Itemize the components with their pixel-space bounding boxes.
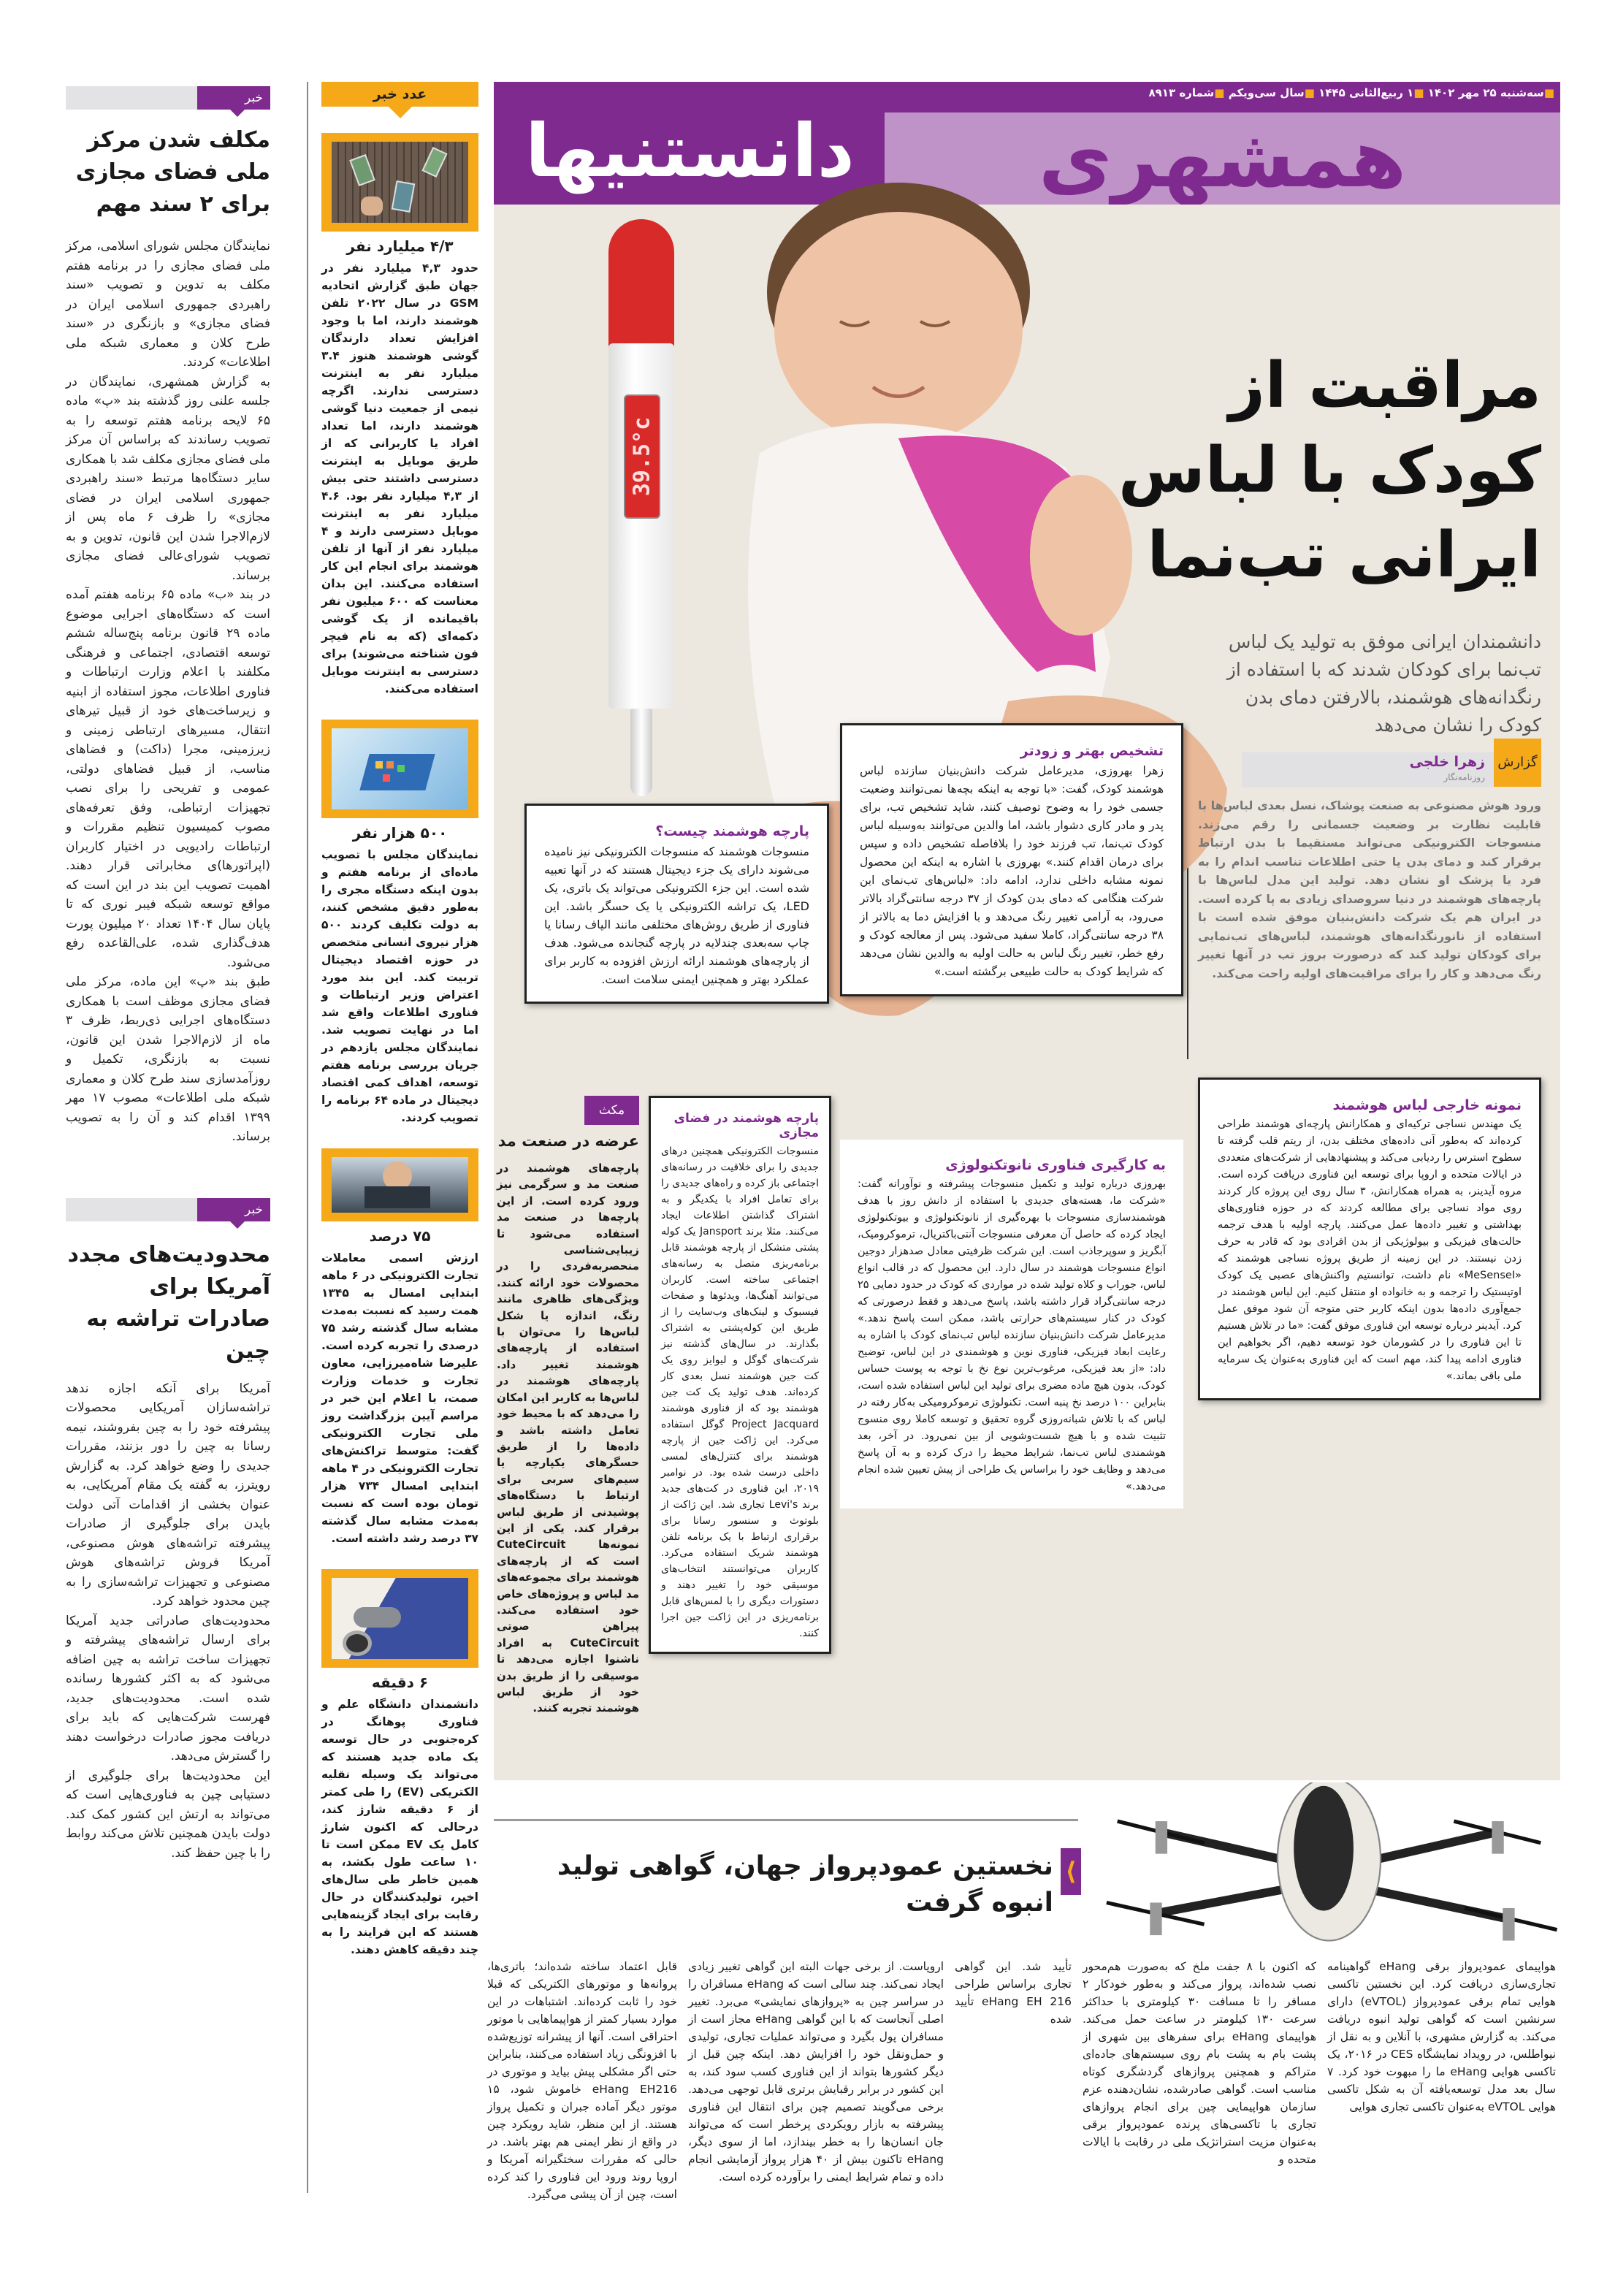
news-tag-bar	[66, 1198, 270, 1221]
author-name: زهرا خلجی	[1409, 754, 1485, 770]
hijri-date: ۱ ربیع‌الثانی ۱۴۴۵	[1318, 86, 1414, 99]
baby-arm	[1030, 475, 1132, 636]
section-rule	[494, 1819, 1078, 1821]
feature-subtitle: دانشمندان ایرانی موفق به تولید یک لباس تب‌نما برای کودکان شدند که با استفاده از رنگدانه‌های هوشمند، بالارفتن دمای بدن کودک را نشان می‌دهد	[1226, 631, 1541, 736]
paragraph: در بند «ب» ماده ۶۵ برنامه هفتم آمده است که دستگاه‌های اجرایی موضوع ماده ۲۹ قانون برنامه پنج‌ساله ششم توسعه اقتصادی، اجتماعی و فرهنگی مکلفند با اعلام وزارت ارتباطات و فناوری اطلاعات، مجوز استفاده از ابنیه و زیرساخت‌های خود از قبیل تیرهای انتقال، مسیرهای ارتباطی زمینی و زیرزمینی، مجرا (داکت) و فضاهای مناسب، از قبیل فضاهای دولتی، عمومی و تفریحی را برای نصب تجهیزات ارتباطی، وفق تعرفه‌های مصوب کمیسیون تنظیم مقررات و ارتباطات رادیویی در اختیار کاربران (اپراتورها)ی مخابراتی قرار دهند. اهمیت تصویب این بند در این است که مواقع توسعه شبکه فیبر نوری که تا پایان سال ۱۴۰۴ تعداد ۲۰ میلیون پورت هدف‌گذاری شده، علی‌القاعده رفع می‌شود.	[66, 587, 270, 970]
box-body: یک مهندس نساجی ترکیه‌ای و همکارانش پارچه‌ای هوشمند طراحی کرده‌اند که به‌طور آنی داده‌های مختلف بدن، از ریتم قلب گرفته تا سطوح استرس را ردیابی می‌کند و پیشنهادهایی از شرکت‌های متعددی در ایالات متحده و اروپا برای توسعه این فناوری دریافت کرده است. مروه آیدینر، به همراه همکارانش، ۳ سال روی این پروژه کار کردند روی مواد نساجی برای مطالعه کردند که در حوزه فناوری‌های بهداشتی و تغییر داده‌ها عمل می‌کنند. پارچه اولیه با هدف ترجمه حالت‌های فیزیکی و بیولوژیکی از بدن افرادی بود که قادر به حرف زدن نیستند. در این زمینه از طریق پروژه نساجی هوشمند که «MeSenseI» نام داشت، توانستیم واکنش‌های عصبی یک کودک اوتیستیک را ترجمه و به خانواده او منتقل کنیم. این لباس هوشمند در جمع‌آوری داده‌ها بدون اینکه کاربر حتی متوجه آن شود موفق عمل کرد. آیدینر درباره توسعه این فناوری موفق گفت: «ما در تلاش هستیم تا این فناوری را در کشورمان خود توسعه دهیم، اگر بخواهیم این فناوری ادامه پیدا کند، مهم است که این فناوری به‌عنوان یک سرمایه ملی باقی بماند.»	[1218, 1118, 1522, 1382]
news-article-2	[66, 1198, 270, 1864]
info-box-what-is-smart-fabric	[524, 804, 829, 1004]
temperature-reading: 39.5°c	[629, 416, 655, 497]
paragraph: به گزارش همشهری، نمایندگان در جلسه علنی روز گذشته بند «پ» ماده ۶۵ لایحه برنامه هفتم توسعه را به تصویب رساندند که براساس آن مرکز ملی فضای مجازی مکلف شد با همکاری سایر دستگاه‌ها مرتبط «سند راهبردی جمهوری اسلامی ایران در فضای مجازی» را ظرف ۶ ماه پس از لازم‌الاجرا شدن این قانون، تدوین و به تصویب شورای‌عالی فضای مجازی برساند.	[66, 374, 270, 583]
box-body: بهروزی درباره تولید و تکمیل منسوجات پیشرفته و نوآورانه گفت: «شرکت ما، هسته‌های جدیدی با استفاده از دانش روز با هدف هوشمندسازی منسوجات با بهره‌گیری از نانوتکنولوژی و بیوتکنولوژی ایجاد کرده که حاصل آن معرفی منسوجات آنتی‌باکتریال، ترموکرومیک، آبگریز و سوپرجاذب است. این شرکت ظرفیتی معادل صدهزار دوجین انواع منسوجات هوشمند در سال دارد. این محصول که در قالب انواع لباس، جوراب و کلاه تولید شده در مواردی که کودک در حدود دمایی ۲۵ درجه سانتی‌گراد قرار داشته باشد، پاسخ می‌دهد و فقط درصورتی که کودک در کنار سیستم‌های حرارتی باشد، ممکن است پاسخ ندهد.» مدیرعامل شرکت دانش‌بنیان سازنده لباس تب‌نمای کودک با اشاره به رعایت ابعاد فیزیکی، فناوری نوین و هوشمندی در این لباس، توضیح داد: «از بعد فیزیکی، مرغوب‌ترین نوع نخ با توجه به پوست حساس کودک، بدون هیچ ماده مضری برای تولید این لباس استفاده شده است، بنابراین ۱۰۰ درصد نخ پنبه است. تکنولوژی ترموکرومیکی به‌کار رفته در لباس که با تلاش شبانه‌روزی گروه تحقیق و توسعه کاملا روی منسوج تثبیت شده و با هیچ شست‌وشویی از بین نمی‌رود. در آخر، بعد هوشمندی لباس تب‌نما، شرایط محیط را درک کرده و به آن پاسخ می‌دهد و وظایف خود را براساس یک طراحی از پیش تعیین شده انجام می‌دهد.»	[858, 1178, 1166, 1492]
volume-year: سال سی‌ویکم	[1228, 86, 1305, 99]
digital-economy-photo	[321, 720, 478, 818]
report-tag: گزارش	[1494, 739, 1541, 787]
evtol-drone-photo	[1096, 1782, 1560, 1947]
box-title: پارچه هوشمند در فضای مجازی	[673, 1111, 819, 1140]
box-title: پارچه هوشمند چیست؟	[655, 823, 809, 839]
info-box-foreign-sample	[1198, 1078, 1541, 1400]
box-title: نمونه خارجی لباس هوشمند	[1332, 1097, 1522, 1113]
news-headline: محدودیت‌های مجدد آمریکا برای صادرات تراشه به چین	[67, 1241, 270, 1364]
fashion-sidebar	[497, 1096, 639, 1717]
news-article-1	[66, 86, 270, 1147]
date-line: ■سه‌شنبه ۲۵ مهر ۱۴۰۲ ■۱ ربیع‌الثانی ۱۴۴۵ ■سال سی‌ویکم ■شماره ۸۹۱۳	[1148, 86, 1554, 99]
stat-item	[321, 1569, 478, 1959]
paragraph: آمریکا برای آنکه اجازه ندهد تراشه‌سازان آمریکایی محصولات پیشرفته خود را به چین بفروشند، نیمه رسانا به چین را دور بزنند، مقررات جدیدی را وضع خواهد کرد. به گزارش رویترز، به گفته یک مقام آمریکایی، به عنوان بخشی از اقدامات آتی دولت بایدن برای جلوگیری از صادرات پیشرفته تراشه‌های هوش مصنوعی، آمریکا فروش تراشه‌های هوش مصنوعی و تجهیزات تراشه‌سازی را به چین محدود خواهد کرد.	[66, 1381, 270, 1609]
bottom-column: هواپیمای عمودپرواز برقی eHang گواهینامه تجاری‌سازی دریافت کرد. این نخستین تاکسی هوایی تمام برقی عمودپرواز (eVTOL) دارای سرنشین است که گواهی تولید انبوه دریافت می‌کند. به گزارش مشهری، با آنلاین و به نقل از نیواطلس، در رویداد نمایشگاه CES در ۲۰۱۶، یک تاکسی هوایی eHang ما را مبهوت خود کرد. ۷ سال بعد مدل توسعه‌یافته آن به شکل تاکسی هوایی eVTOL به‌عنوان تاکسی تجاری هوایی	[1327, 1960, 1557, 2113]
thermometer	[598, 219, 685, 804]
issue-number: شماره ۸۹۱۳	[1148, 86, 1215, 99]
thermometer-cap	[608, 219, 674, 351]
stat-title: ۷۵ درصد	[369, 1227, 431, 1245]
logo-hamshahri: همشهری	[885, 112, 1560, 205]
paragraph: طبق بند «پ» این ماده، مرکز ملی فضای مجازی موظف است با همکاری دستگاه‌های اجرایی ذی‌ربط، ظرف ۳ ماه از لازم‌الاجرا شدن این قانون، نسبت به بازنگری، تکمیل و روزآمدسازی سند طرح کلان و معماری شبکه ملی اطلاعات» مصوب ۱۷ مهر ۱۳۹۹ اقدام کند و آن را به تصویب برساند.	[66, 975, 270, 1144]
stat-item	[321, 133, 478, 698]
stat-body: ارزش اسمی معاملات تجارت الکترونیکی در ۶ ماهه ابتدایی امسال به ۱۳۴۵ همت رسید که نسبت به‌مدت مشابه سال گذشته رشد ۷۵ درصدی را تجربه کرده است. علیرضا شاه‌میرزایی، معاون تجارت و خدمات وزارت صمت، با اعلام این خبر در مراسم آیین بزرگداشت روز ملی تجارت الکترونیکی گفت: متوسط تراکنش‌های تجارت الکترونیکی در ۴ ماهه ابتدایی امسال ۷۳۴ هزار تومان بوده است که نسبت به‌مدت مشابه سال گذشته ۳۷ درصد رشد داشته است.	[321, 1251, 478, 1545]
bottom-column: که اکنون با ۸ جفت ملخ که به‌صورت هم‌محور نصب شده‌اند، پرواز می‌کند و به‌طور خودکار ۲ مسافر را تا مسافت ۳۰ کیلومتری با حداکثر سرعت ۱۳۰ کیلومتر در ساعت حمل می‌کند. هواپیمای eHang برای سفرهای بین شهری از پشت بام به پشت بام روی سیستم‌های جاده‌ای متراکم و همچنین پروازهای گردشگری کوتاه مناسب است. گواهی صادرشده، نشان‌دهنده عزم سازمان هواپیمایی چین برای انجام پروازهای تجاری با تاکسی‌های پرنده عمودپرواز برقی به‌عنوان مزیت استراتژیک ملی در رقابت با ایالات متحده و	[1083, 1960, 1316, 2166]
bottom-column: تأیید شد. این گواهی تجاری براساس طراحی eHang EH 216 تأیید شده	[955, 1960, 1072, 2026]
info-box-early-detection	[840, 723, 1183, 996]
headline-line: ایرانی تب‌نما	[1147, 519, 1541, 592]
paragraph: این محدودیت‌ها برای جلوگیری از دستیابی چین به فناوری‌هایی است که می‌تواند به ارتش این کشور کمک کند. دولت بایدن همچنین تلاش می‌کند روابط را با چین حفظ کند.	[66, 1768, 270, 1861]
baby-face	[774, 212, 1023, 446]
box-body: زهرا بهروزی، مدیرعامل شرکت دانش‌بنیان سازنده لباس هوشمند کودک، گفت: «با توجه به اینکه بچه‌ها نمی‌توانند وضعیت جسمی خود را به وضوح توصیف کنند، شاید تشخیص تب، برای پدر و مادر کاری دشوار باشد، اما والدین می‌توانند به‌وسیله لباس کودک تب‌نما، تب فرزند خود را بلافاصله تشخیص داده و سپس برای درمان اقدام کنند.» بهروزی با اشاره به اینکه این محصول نمونه مشابه داخلی ندارد، ادامه داد: «لباس‌های تب‌نمای این شرکت هنگامی که دمای بدن کودک از ۳۷ درجه سانتی‌گراد بالاتر می‌رود، به آرامی تغییر رنگ می‌دهد و با افزایش دما به بالاتر از ۳۸ درجه سانتی‌گراد، کاملا سفید می‌شود. پس از معالجه کودک و رفع خطر، تغییر رنگ لباس به حالت اولیه به والدین نشان می‌دهد که شرایط کودک به حالت طبیعی برگشته است.»	[860, 764, 1164, 978]
box-title: به کارگیری فناوری نانوتکنولوژی	[945, 1157, 1166, 1173]
number-news-column	[321, 82, 478, 1980]
box-body: منسوجات الکترونیکی همچنین درهای جدیدی را برای خلاقیت در رسانه‌های اجتماعی باز کرده و راه‌های جدیدی را برای تعامل افراد با یکدیگر و به اشتراک گذاشتن اطلاعات ایجاد می‌کنند. مثلا برند Jansport یک کوله پشتی متشکل از پارچه هوشمند قابل برنامه‌ریزی متصل به رسانه‌های اجتماعی ساخته است. کاربران می‌توانند آهنگ‌ها، ویدئوها و صفحات فیسبوک و لینک‌های وب‌سایت را از طریق این کوله‌پشتی به اشتراک بگذارند. در سال‌های گذشته نیز شرکت‌های گوگل و لیوایز روی یک کت جین هوشمند نسل بعدی کار کرده‌اند. هدف تولید یک کت جین هوشمند بود که از فناوری هوشمند Project Jacquard گوگل استفاده می‌کرد. این ژاکت جین از پارچه هوشمند برای کنترل‌های لمسی داخلی درست شده بود. در نوامبر ۲۰۱۹، این فناوری در کت‌های جدید برند Levi's تجاری شد. این ژاکت از بلوتوث و سنسور رسانا برای برقراری ارتباط با یک برنامه تلفن هوشمند شریک استفاده می‌کرد. کاربران می‌توانستند انتخاب‌های موسیقی خود را تغییر دهند و دستورات دیگری را با لمس‌های قابل برنامه‌ریزی در این ژاکت جین اجرا کنند.	[661, 1145, 819, 1639]
fashion-body: پارچه‌های هوشمند در صنعت مد و سرگرمی نیز ورود کرده است. از این پارچه‌ها در صنعت مد استفاده می‌شود تا زیبایی‌شناسی منحصربه‌فردی را در محصولات خود ارائه کنند. ویژگی‌های ظاهری مانند رنگ، اندازه یا شکل لباس‌ها را می‌توان با استفاده از پارچه‌های هوشمند تغییر داد. پارچه‌های هوشمند در لباس‌ها به کاربر این امکان را می‌دهد که با محیط خود تعامل داشته باشد و داده‌ها را از طریق حسگرهای یکپارچه یا سیم‌های سربی برای ارتباط با دستگاه‌های پوشیدنی از طریق لباس برقرار کند. یکی از این نمونه‌ها CuteCircuit است که از پارچه‌های هوشمند برای مجموعه‌های مد لباس و پروژه‌های خاص خود استفاده می‌کند. پیراهن صوتی CuteCircuit به افراد ناشنوا اجازه می‌دهد تا موسیقی را از طریق بدن خود از طریق لباس هوشمند تجربه کنند.	[497, 1162, 639, 1715]
news-tag: خبر	[197, 86, 270, 110]
stat-item	[321, 1148, 478, 1547]
info-box-nanotech	[840, 1140, 1183, 1509]
pause-tag: مکث	[584, 1096, 639, 1125]
stat-body: دانشمندان دانشگاه علم و فناوری پوهانگ در کره‌جنوبی در حال توسعه یک ماده جدید هستند که می‌تواند یک وسیله نقلیه الکتریکی (EV) را طی کمتر از ۶ دقیقه شارژ کند، درحالی که اکنون شارژ کامل یک EV ممکن است تا ۱۰ ساعت طول بکشد، به همین خاطر طی سال‌های اخیر، تولیدکنندگان در حال رقابت برای ایجاد گزینه‌هایی هستند که این فرایند را به چند دقیقه کاهش دهند.	[321, 1698, 478, 1956]
headline-line: کودک با لباس	[1118, 434, 1541, 507]
paragraph: محدودیت‌های صادراتی جدید آمریکا برای ارسال تراشه‌های پیشرفته و تجهیزات ساخت تراشه به چین اضافه می‌شود که به اکثر کشورها رسانده شده است. محدودیت‌های جدید، فهرست شرکت‌هایی که باید برای دریافت مجوز صادرات درخواست دهند را گسترش می‌دهد.	[66, 1613, 270, 1763]
phones-photo	[321, 133, 478, 232]
thermometer-display	[624, 394, 660, 519]
stat-body: نمایندگان مجلس با تصویب ماده‌ای از برنامه هفتم و بدون اینکه دستگاه مجری را به‌طور دقیق مشخص کنند، به دولت تکلیف کردند ۵۰۰ هزار نیروی انسانی متخصص در حوزه اقتصاد دیجیتال تربیت کند. این بند مورد اعتراض وزیر ارتباطات و فناوری اطلاعات واقع شد اما در نهایت تصویب شد. نمایندگان مجلس یازدهم در جریان بررسی برنامه هفتم توسعه، اهداف کمی اقتصاد دیجیتال در ماده ۶۴ برنامه را تصویب کردند.	[321, 848, 478, 1124]
stat-title: ۶ دقیقه	[371, 1674, 429, 1691]
stat-title: ۴/۳ میلیارد نفر	[346, 237, 454, 255]
ev-charging-photo	[321, 1569, 478, 1668]
news-body	[66, 237, 270, 1147]
stat-body: حدود ۴,۳ میلیارد نفر در جهان طبق گزارش اتحادیه GSM در سال ۲۰۲۲ تلفن هوشمند دارند، اما با وجود افزایش تعداد دارندگان گوشی هوشمند هنوز ۳.۴ میلیارد نفر به اینترنت دسترسی ندارند. اگرچه نیمی از جمعیت دنیا گوشی هوشمند دارند، اما تعداد افراد یا کاربرانی که از طریق موبایل به اینترنت دسترسی داشتند حتی بیش از ۴,۳ میلیارد نفر بود. ۴.۶ میلیارد نفر به اینترنت موبایل دسترسی دارند و ۴ میلیارد نفر از آنها از تلفن هوشمند برای انجام این کار استفاده می‌کنند. این بدان معناست که ۶۰۰ میلیون نفر باقیمانده از یک گوشی دکمه‌ای (که به نام فیچر فون شناخته می‌شوند) برای دسترسی به اینترنت موبایل استفاده می‌کنند.	[321, 262, 479, 695]
paragraph: نمایندگان مجلس شورای اسلامی، مرکز ملی فضای مجازی را در برنامه هفتم مکلف به تدوین و تصویب «سند راهبردی جمهوری اسلامی ایران در فضای مجازی» و بازنگری در «سند طرح کلان و معماری شبکه ملی اطلاعات» کردند.	[66, 239, 270, 370]
news-headline: مکلف شدن مرکز ملی فضای مجازی برای ۲ سند مهم	[75, 127, 270, 217]
feature-intro: ورود هوش مصنوعی به صنعت پوشاک، نسل بعدی لباس‌ها با قابلیت نظارت بر وضعیت جسمانی را رقم می‌زند. منسوجات الکترونیکی می‌تواند مستقیما با بدن ارتباط برقرار کند و دمای بدن یا حتی اطلاعات تناسب اندام را به فرد یا پزشک او نشان دهد. تولید این مدل لباس‌ها با پارچه‌های هوشمند در دنیا سروصدای زیادی به پا کرده است. در ایران هم یک شرکت دانش‌بنیان موفق شده است با استفاده از نانورنگدانه‌های هوشمند، لباس‌های تب‌نمایی برای کودکان تولید کند که درصورت بروز تب در آنها تغییر رنگ می‌دهد و کار را برای مراقبت‌های اولیه راحت می‌کند.	[1198, 798, 1541, 980]
feature-headline	[1118, 343, 1541, 598]
bottom-column: قابل اعتماد ساخته شده‌اند؛ باتری‌ها، پروانه‌ها و موتورهای الکتریکی که قبلا خود را ثابت کرده‌اند. اشتباهات در این موارد بسیار کمتر از هواپیماهایی با موتور احتراقی است. آنها از پیشرانه توزیع‌شده با افزونگی زیاد استفاده می‌کنند، بنابراین حتی اگر مشکلی پیش بیاید و موتوری در eHang EH216 خاموش شود، ۱۵ موتور دیگر آماده جبران و تکمیل پرواز هستند. از این منظر، شاید رویکرد چین در واقع از نظر ایمنی هم بهتر باشد. در حالی که مقررات سختگیرانه آمریکا و اروپا روند ورود این فناوری را کند کرده است، چین از آن پیشی می‌گیرد.	[487, 1960, 677, 2201]
stat-item	[321, 720, 478, 1126]
ecommerce-photo	[321, 1148, 478, 1221]
bottom-column: اروپاست. از برخی جهات البته این گواهی تغییر زیادی ایجاد نمی‌کند. چند سالی است که eHang مسافران را در سراسر چین به «پروازهای نمایشی» می‌برد. تغییر اصلی آنجاست که با این گواهی eHang مجاز است از مسافران پول بگیرد و می‌تواند عملیات تجاری، تولیدی و حمل‌ونقل خود را افزایش دهد. اینکه چین قبل از دیگر کشورها بتواند از این فناوری کسب سود کند، به این کشور در برابر رقبایش برتری قابل توجهی می‌دهد. برخی می‌گویند تصمیم چین برای انتقال این فناوری پیشرفته به بازار رویکردی پرخطر است که می‌تواند جان انسان‌ها را به خطر بیندازد، اما از سوی دیگر، eHang تاکنون بیش از ۴۰ هزار پرواز آزمایشی انجام داده و تمام شرایط ایمنی را برآورده کرده است.	[688, 1960, 944, 2184]
box-body: منسوجات هوشمند که منسوجات الکترونیکی نیز نامیده می‌شوند دارای یک جزء دیجیتال هستند که در آنها تعبیه شده است. این جزء الکترونیکی می‌تواند یک باتری، یک LED، یک تراشه الکترونیکی یا یک حسگر باشد. این فناوری از طریق روش‌های مختلفی مانند الیاف رسانا یا چاپ سه‌بعدی چندلایه در پارچه گنجانده می‌شود. هدف از پارچه‌های هوشمند ارائه ارزش افزوده به کاربر برای عملکرد بهتر و همچنین ایمنی سلامت است.	[544, 844, 809, 986]
thermometer-tip	[630, 709, 652, 796]
column-divider	[307, 82, 308, 2193]
info-box-virtual-space	[649, 1096, 831, 1654]
news-body	[66, 1379, 270, 1864]
headline-marker: ⟨	[1061, 1848, 1081, 1895]
logo-danestaniha: دانستنیها	[525, 108, 855, 194]
bottom-headline: نخستین عمودپرواز جهان، گواهی تولید انبوه گرفت	[557, 1851, 1053, 1918]
news-tag-bar	[66, 86, 270, 110]
author-role: روزنامه‌نگار	[1443, 772, 1485, 782]
byline	[1242, 752, 1494, 787]
number-news-header: عدد خبر	[321, 82, 478, 107]
fashion-title: عرضه در صنعت مد	[497, 1132, 639, 1150]
left-news-column	[66, 86, 270, 1863]
news-tag: خبر	[197, 1198, 270, 1221]
headline-line: مراقبت از	[1229, 349, 1541, 422]
issue-date: سه‌شنبه ۲۵ مهر ۱۴۰۲	[1427, 86, 1544, 99]
stat-title: ۵۰۰ هزار نفر	[352, 824, 448, 842]
box-title: تشخیص بهتر و زودتر	[1020, 743, 1164, 759]
